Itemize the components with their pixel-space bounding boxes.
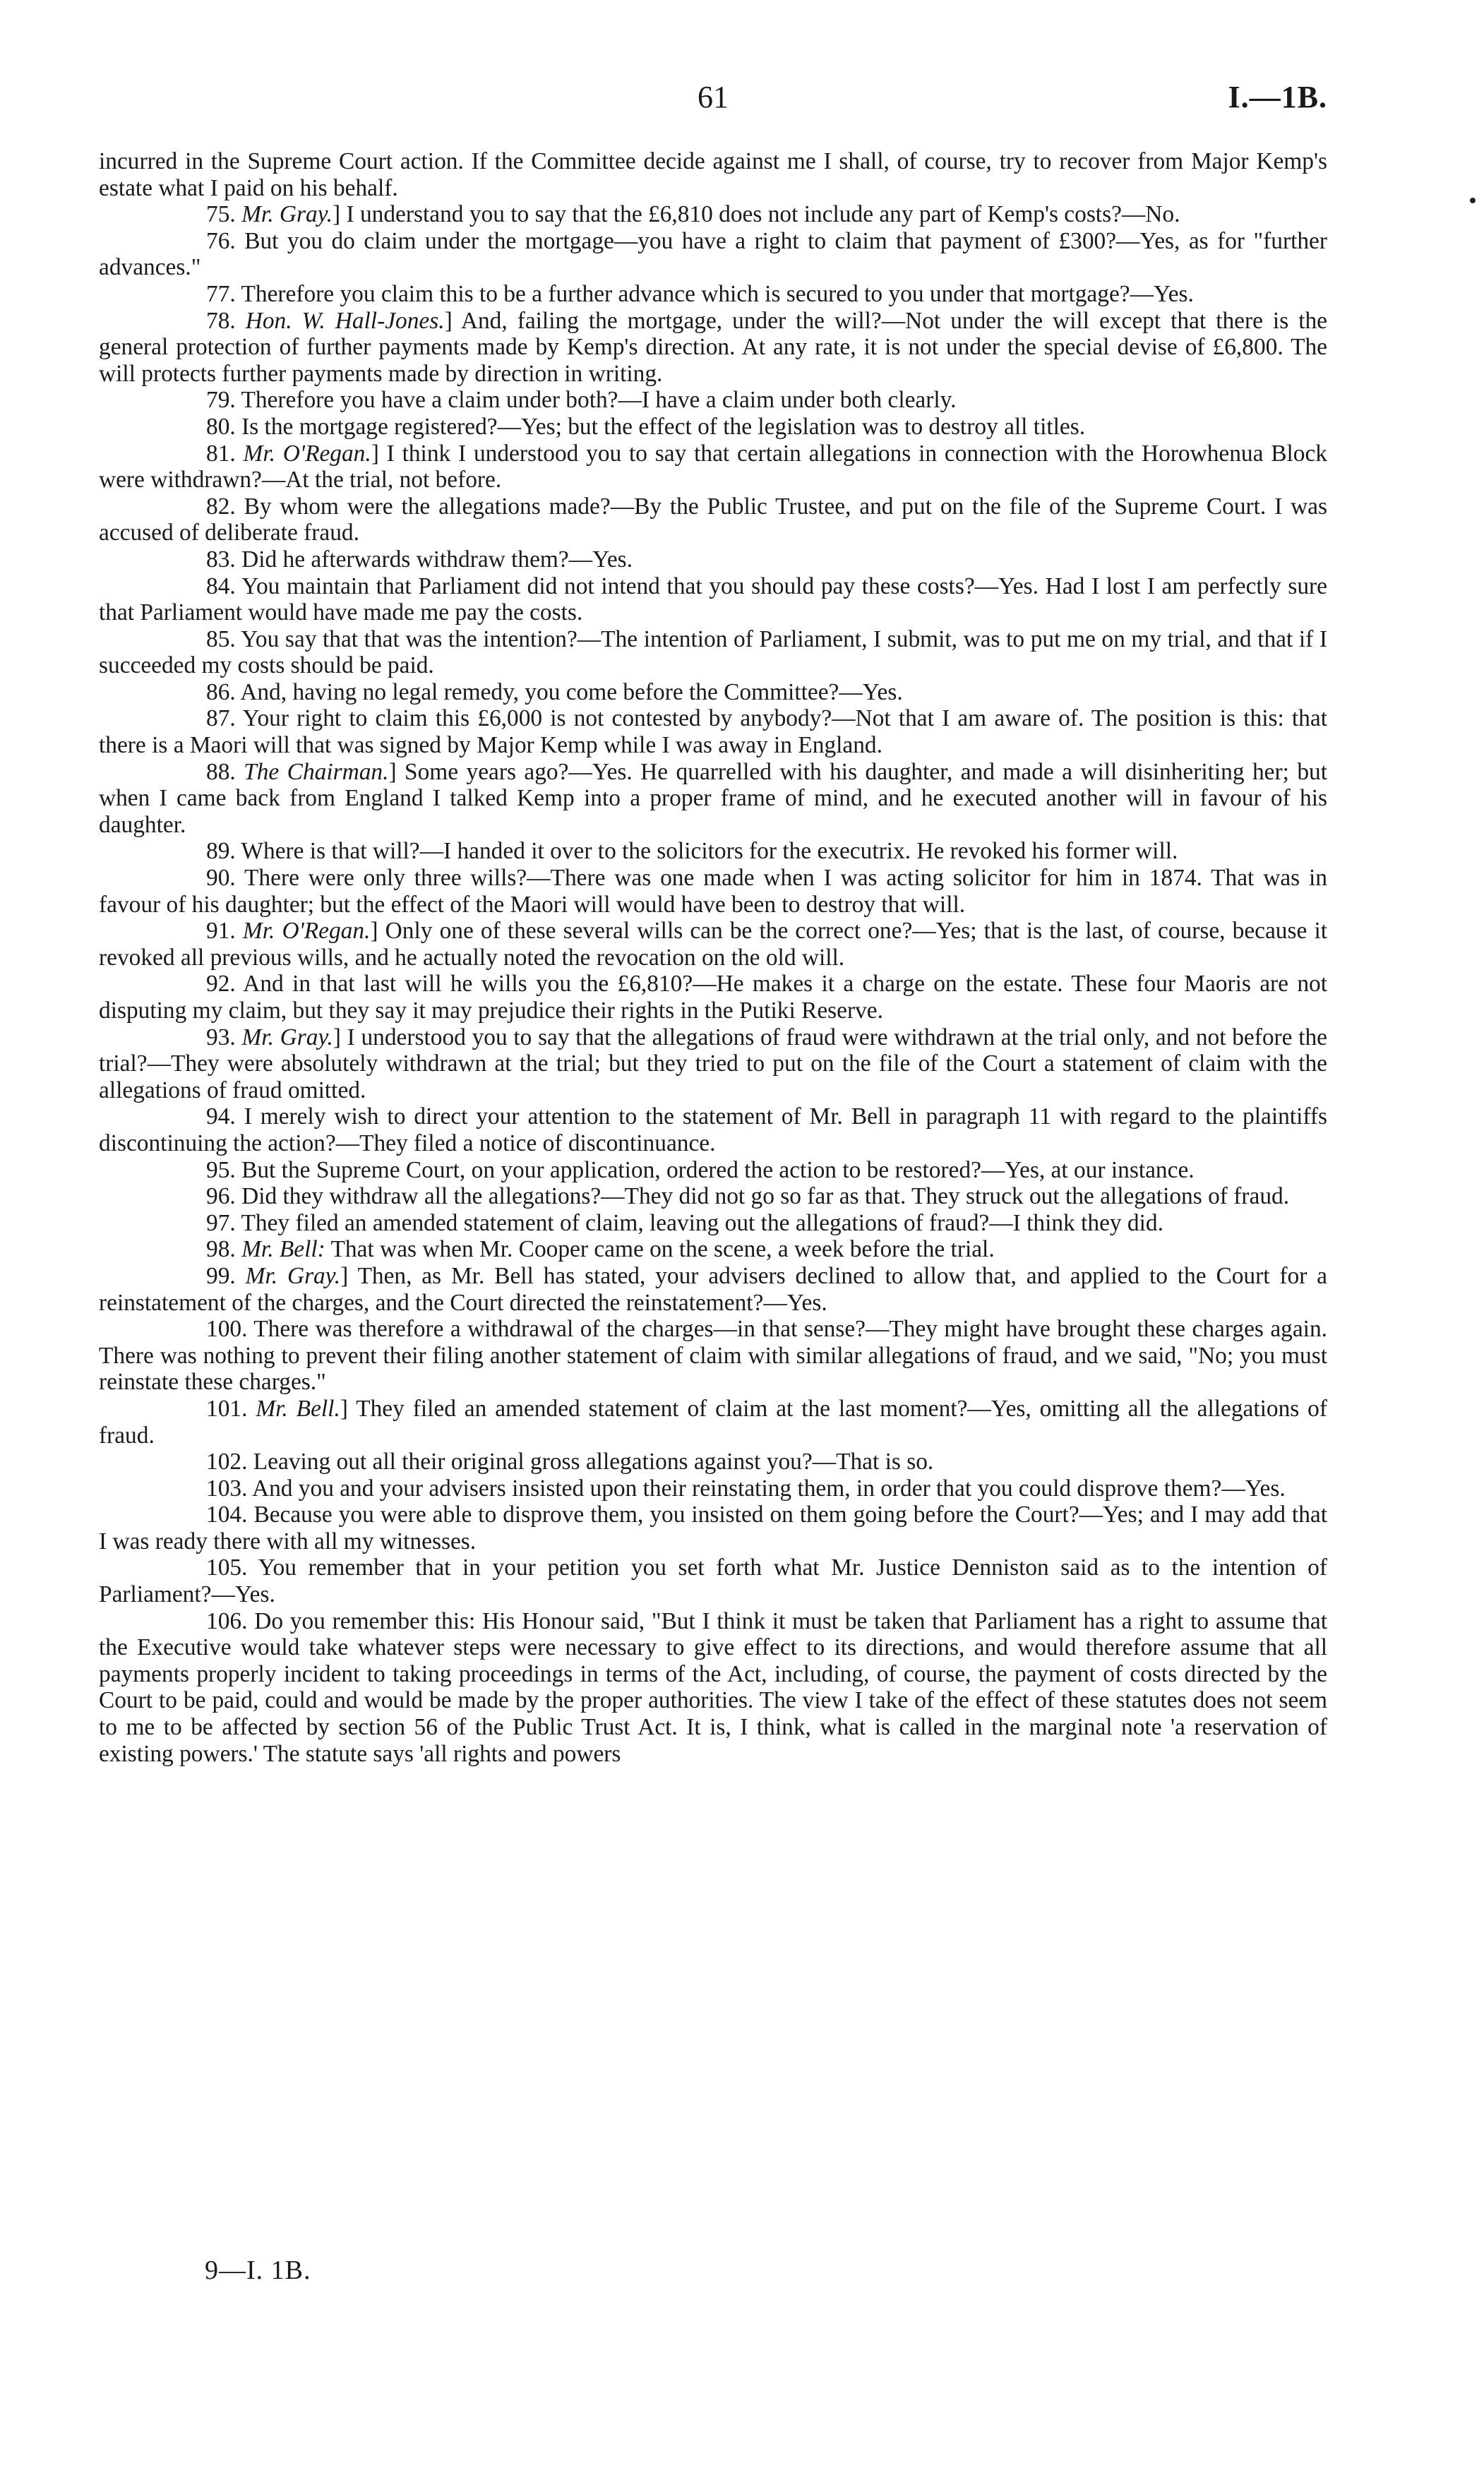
paragraph-text: ] Then, as Mr. Bell has stated, your advisers declined to allow that, and applied to the Court for a reinstatement of the charges, and the Court directed the reinstatement?—Yes. (99, 1262, 1328, 1316)
paragraph-text: ] I understood you to say that the allegations of fraud were withdrawn at the trial only, and not before the trial?—They were absolutely withdrawn at the trial; but they tried to put on the file of the Court a statement of claim with the allegations of fraud omitted. (99, 1024, 1327, 1103)
testimony-paragraph (99, 308, 1327, 388)
paragraph-text: By whom were the allegations made?—By the Public Trustee, and put on the file of the Supreme Court. I was accused of deliberate fraud. (99, 493, 1328, 546)
question-number: 94. (206, 1103, 244, 1130)
testimony-paragraph (99, 1396, 1327, 1449)
testimony-paragraph (99, 573, 1327, 626)
testimony-paragraph (99, 1024, 1327, 1104)
testimony-paragraph (99, 1316, 1327, 1396)
question-number: 91. (206, 918, 243, 945)
question-number: 83. (206, 546, 242, 573)
paragraph-text: Did they withdraw all the allegations?—They did not go so far as that. They struck out the allegations of fraud. (241, 1183, 1290, 1210)
testimony-paragraph (99, 865, 1327, 918)
speaker-name: Mr. Gray. (241, 201, 333, 228)
paragraph-text: Where is that will?—I handed it over to the solicitors for the executrix. He revoked his former will. (241, 838, 1178, 865)
testimony-paragraph (99, 414, 1327, 441)
question-number: 89. (206, 838, 241, 865)
speaker-name: Mr. Gray. (241, 1024, 333, 1050)
paragraph-text: You maintain that Parliament did not intend that you should pay these costs?—Yes. Had I lost I am perfectly sure that Parliament would have made me pay the costs. (99, 573, 1327, 626)
question-number: 102. (206, 1449, 253, 1475)
testimony-paragraph (99, 1263, 1327, 1316)
question-number: 95. (206, 1156, 242, 1183)
margin-dot (1470, 198, 1476, 203)
question-number: 99. (206, 1262, 246, 1289)
paragraph-text: ] Some years ago?—Yes. He quarrelled with his daughter, and made a will disinheriting her; but when I came back from England I talked Kemp into a proper frame of mind, and he executed another will in favour of his daughter. (99, 758, 1327, 838)
paragraph-text: Therefore you have a claim under both?—I have a claim under both clearly. (241, 387, 957, 414)
speaker-name: Mr. Bell: (241, 1236, 325, 1263)
signature-mark: 9—I. 1B. (205, 2256, 311, 2285)
question-number: 79. (206, 387, 241, 414)
question-number: 90. (206, 865, 245, 892)
question-number: 82. (206, 493, 244, 520)
testimony-paragraph (99, 705, 1327, 758)
testimony-paragraph (99, 626, 1327, 679)
question-number: 77. (206, 280, 241, 307)
paragraph-text: And, having no legal remedy, you come before the Committee?—Yes. (240, 678, 903, 705)
testimony-paragraph (99, 281, 1327, 308)
testimony-paragraph (99, 1475, 1327, 1502)
question-number: 104. (206, 1502, 254, 1528)
question-number: 87. (206, 705, 243, 732)
testimony-paragraph (99, 971, 1327, 1024)
testimony-paragraph (99, 838, 1327, 865)
paragraph-text: You say that that was the intention?—The intention of Parliament, I submit, was to put me on my trial, and that if I succeeded my costs should be paid. (99, 625, 1327, 679)
paragraph-text: There were only three wills?—There was one made when I was acting solicitor for him in 1874. That was in favour of his daughter; but the effect of the Maori will would have been to destroy that will. (99, 865, 1328, 918)
question-number: 81. (206, 440, 244, 467)
speaker-name: The Chairman. (244, 758, 389, 785)
testimony-paragraph (99, 228, 1327, 281)
paragraph-text: And you and your advisers insisted upon their reinstating them, in order that you could disprove them?—Yes. (251, 1475, 1286, 1502)
paragraph-text: Because you were able to disprove them, you insisted on them going before the Court?—Yes; and I may add that I was ready there with all my witnesses. (99, 1502, 1327, 1555)
speaker-name: Mr. O'Regan. (242, 918, 371, 945)
speaker-name: Mr. O'Regan. (243, 440, 371, 467)
question-number: 78. (206, 307, 246, 334)
page-number: 61 (698, 80, 729, 114)
question-number: 86. (206, 678, 241, 705)
testimony-paragraph (99, 1608, 1327, 1768)
testimony-paragraph (99, 1555, 1327, 1607)
paragraph-text: ] I understand you to say that the £6,810 does not include any part of Kemp's costs?—No. (333, 201, 1180, 228)
testimony-paragraph (99, 918, 1327, 971)
question-number: 93. (206, 1024, 242, 1050)
paragraph-text: Leaving out all their original gross allegations against you?—That is so. (253, 1449, 934, 1475)
paragraph-text: Did he afterwards withdraw them?—Yes. (241, 546, 633, 573)
testimony-paragraph (99, 1103, 1327, 1156)
testimony-paragraph (99, 1449, 1327, 1475)
testimony-paragraph (99, 148, 1327, 201)
testimony-paragraph (99, 1236, 1327, 1263)
question-number: 96. (206, 1183, 242, 1210)
paragraph-text: They filed an amended statement of claim, leaving out the allegations of fraud?—I think they did. (241, 1209, 1163, 1236)
question-number: 75. (206, 201, 242, 228)
document-reference: I.—1B. (1228, 80, 1327, 114)
paragraph-text: Therefore you claim this to be a further advance which is secured to you under that mortgage?—Yes. (241, 280, 1194, 307)
testimony-paragraph (99, 1183, 1327, 1210)
paragraph-text: Your right to claim this £6,000 is not contested by anybody?—Not that I am aware of. The position is this: that there is a Maori will that was signed by Major Kemp while I was away in England. (99, 705, 1327, 759)
paragraph-text: incurred in the Supreme Court action. If the Committee decide against me I shall, of course, try to recover from Major Kemp's estate what I paid on his behalf. (99, 148, 1327, 201)
question-number: 92. (206, 971, 244, 998)
testimony-paragraph (99, 441, 1327, 493)
paragraph-text: And in that last will he wills you the £6,810?—He makes it a charge on the estate. These four Maoris are not disputing my claim, but they say it may prejudice their rights in the Putiki Reserve. (99, 971, 1327, 1024)
paragraph-text: Do you remember this: His Honour said, "But I think it must be taken that Parliament has a right to assume that the Executive would take whatever steps were necessary to give effect to its directions, and would therefore assume that all payments properly incident to taking proceedings in terms of the Act, including, of course, the payment of costs directed by the Court to be paid, could and would be made by the proper authorities. The view I take of the effect of these statutes does not seem to me to be affected by section 56 of the Public Trust Act. It is, I think, what is called in the marginal note 'a reservation of existing powers.' The statute says 'all rights and powers (99, 1607, 1327, 1767)
question-number: 103. (206, 1475, 252, 1502)
question-number: 85. (206, 625, 241, 652)
paragraph-text: But the Supreme Court, on your application, ordered the action to be restored?—Yes, at our instance. (241, 1156, 1195, 1183)
question-number: 101. (206, 1395, 256, 1422)
testimony-paragraph (99, 759, 1327, 839)
question-number: 88. (206, 758, 244, 785)
testimony-paragraph (99, 1157, 1327, 1184)
speaker-name: Mr. Gray. (245, 1262, 341, 1289)
testimony-paragraph (99, 1210, 1327, 1237)
testimony-paragraph (99, 387, 1327, 414)
question-number: 76. (206, 227, 245, 254)
paragraph-text: Is the mortgage registered?—Yes; but the effect of the legislation was to destroy all titles. (241, 413, 1086, 440)
page-header (99, 79, 1327, 121)
testimony-paragraph (99, 201, 1327, 228)
paragraph-text: But you do claim under the mortgage—you have a right to claim that payment of £300?—Yes, as for "further advances." (99, 227, 1327, 281)
question-number: 98. (206, 1236, 242, 1263)
question-number: 106. (206, 1607, 255, 1634)
speaker-name: Hon. W. Hall-Jones. (245, 307, 445, 334)
speaker-name: Mr. Bell. (256, 1395, 340, 1422)
paragraph-text: There was therefore a withdrawal of the charges—in that sense?—They might have brought these charges again. There was nothing to prevent their filing another statement of claim with similar allegations of fraud, and we said, "No; you must reinstate these charges." (99, 1316, 1327, 1396)
testimony-body (99, 148, 1327, 1767)
paragraph-text: That was when Mr. Cooper came on the scene, a week before the trial. (325, 1236, 995, 1263)
testimony-paragraph (99, 679, 1327, 706)
paragraph-text: ] Only one of these several wills can be the correct one?—Yes; that is the last, of course, because it revoked all previous wills, and he actually noted the revocation on the old will. (99, 918, 1327, 971)
paragraph-text: ] And, failing the mortgage, under the will?—Not under the will except that there is the general protection of further payments made by Kemp's direction. At any rate, it is not under the special devise of £6,800. The will protects further payments made by direction in writing. (99, 307, 1328, 387)
paragraph-text: ] I think I understood you to say that certain allegations in connection with the Horowhenua Block were withdrawn?—At the trial, not before. (99, 440, 1327, 493)
question-number: 100. (206, 1316, 254, 1343)
testimony-paragraph (99, 493, 1327, 546)
question-number: 84. (206, 573, 242, 599)
question-number: 80. (206, 413, 242, 440)
question-number: 97. (206, 1209, 241, 1236)
testimony-paragraph (99, 546, 1327, 573)
paragraph-text: I merely wish to direct your attention to the statement of Mr. Bell in paragraph 11 with regard to the plaintiffs discontinuing the action?—They filed a notice of discontinuance. (99, 1103, 1327, 1156)
question-number: 105. (206, 1555, 258, 1581)
paragraph-text: ] They filed an amended statement of claim at the last moment?—Yes, omitting all the allegations of fraud. (99, 1395, 1327, 1449)
testimony-paragraph (99, 1502, 1327, 1555)
paragraph-text: You remember that in your petition you set forth what Mr. Justice Denniston said as to the intention of Parliament?—Yes. (99, 1555, 1328, 1608)
